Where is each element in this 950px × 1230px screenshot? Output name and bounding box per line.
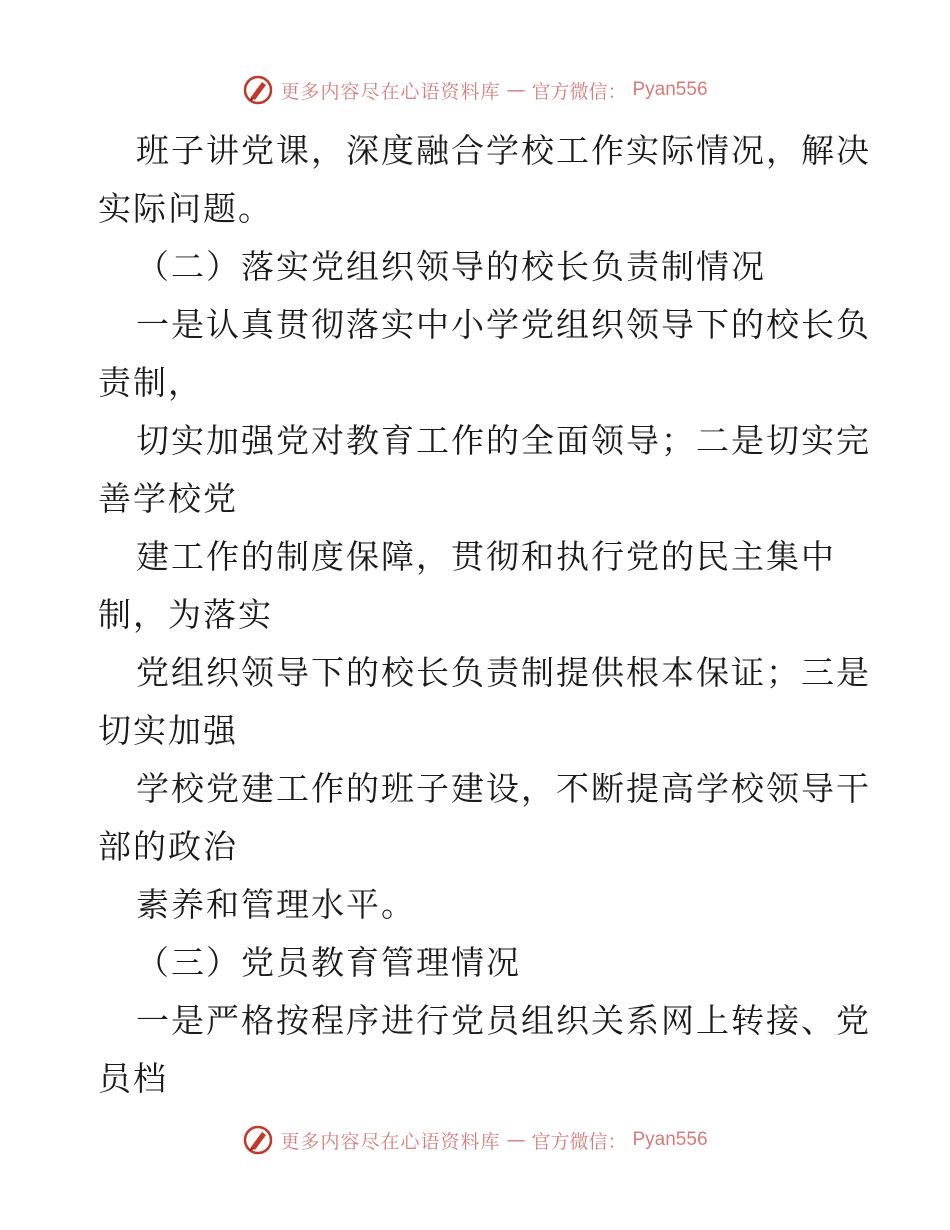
watermark-separator: — — [506, 1129, 526, 1151]
section-heading: （三）党员教育管理情况 — [136, 943, 521, 982]
watermark-wechat-id: Pyan556 — [632, 1129, 708, 1150]
pen-logo-icon — [242, 1124, 274, 1156]
text-line: 班子讲党课，深度融合学校工作实际情况，解决 — [136, 131, 871, 170]
watermark-wechat-id: Pyan556 — [632, 79, 708, 100]
text-line: 切实加强 — [98, 711, 238, 750]
text-line: 部的政治 — [98, 827, 238, 866]
text-line: 一是认真贯彻落实中小学党组织领导下的校长负 — [136, 305, 871, 344]
text-line: 员档 — [98, 1059, 168, 1098]
text-line: 党组织领导下的校长负责制提供根本保证；三是 — [136, 653, 871, 692]
text-line: 一是严格按程序进行党员组织关系网上转接、党 — [136, 1001, 871, 1040]
watermark-separator: — — [506, 79, 526, 101]
text-line: 实际问题。 — [98, 189, 273, 228]
watermark-wechat-label: 官方微信： — [531, 1130, 627, 1153]
watermark-brand: 更多内容尽在心语资料库 — [280, 1130, 501, 1153]
watermark-brand: 更多内容尽在心语资料库 — [280, 80, 501, 103]
text-line: 学校党建工作的班子建设，不断提高学校领导干 — [136, 769, 871, 808]
text-line: 建工作的制度保障，贯彻和执行党的民主集中 — [136, 537, 836, 576]
footer-watermark — [0, 1124, 950, 1156]
watermark-wechat-label: 官方微信： — [531, 80, 627, 103]
header-watermark — [0, 74, 950, 106]
section-heading: （二）落实党组织领导的校长负责制情况 — [136, 247, 766, 286]
document-body — [98, 122, 871, 1108]
text-line: 素养和管理水平。 — [136, 885, 416, 924]
text-line: 责制， — [98, 363, 203, 402]
pen-logo-icon — [242, 74, 274, 106]
text-line: 切实加强党对教育工作的全面领导；二是切实完 — [136, 421, 871, 460]
text-line: 善学校党 — [98, 479, 238, 518]
text-line: 制，为落实 — [98, 595, 273, 634]
